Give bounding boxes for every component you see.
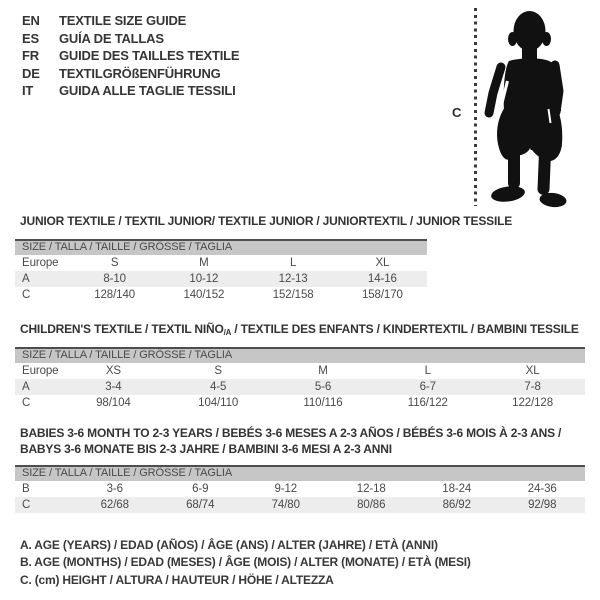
table-row xyxy=(15,255,427,271)
size-cell: 3-4 xyxy=(105,381,122,393)
section-title-text: CHILDREN'S TEXTILE / TEXTIL NIÑO xyxy=(20,322,224,336)
size-cell: 152/158 xyxy=(272,289,314,301)
size-header-bar: SIZE / TALLA / TAILLE / GRÖSSE / TAGLIA xyxy=(15,347,585,363)
size-cell: 5-6 xyxy=(314,381,332,393)
size-cell: 104/110 xyxy=(198,397,239,409)
size-cell: 3-6 xyxy=(106,483,123,495)
section-title-line: BABIES 3-6 MONTH TO 2-3 YEARS / BEBÉS 3-6 MESES A 2-3 AÑOS / BÉBÉS 3-6 MOIS À 2-3 ANS / xyxy=(20,426,562,440)
size-cell: 14-16 xyxy=(367,273,397,285)
section-title-junior: JUNIOR TEXTILE / TEXTIL JUNIOR/ TEXTILE JUNIOR / JUNIORTEXTIL / JUNIOR TESSILE xyxy=(20,214,513,228)
size-cell: 24-36 xyxy=(527,483,557,495)
row-label: Europe xyxy=(22,257,59,269)
size-cell: 4-5 xyxy=(210,381,227,393)
size-cell: 18-24 xyxy=(442,483,472,495)
table-row xyxy=(15,379,585,395)
size-cell: 12-13 xyxy=(278,273,308,285)
legend-line-c: C. (cm) HEIGHT / ALTURA / HAUTEUR / HÖHE / ALTEZZA xyxy=(20,572,334,587)
legend-line-b: B. AGE (MONTHS) / EDAD (MESES) / ÂGE (MOIS) / ALTER (MONATE) / ETÀ (MESI) xyxy=(20,555,471,570)
size-cell: L xyxy=(289,257,297,269)
language-row-de xyxy=(22,65,239,83)
size-cell: 9-12 xyxy=(274,483,298,495)
size-cell: 86/92 xyxy=(442,499,471,511)
language-title: GUÍA DE TALLAS xyxy=(59,30,164,46)
size-cell: 110/116 xyxy=(303,397,343,409)
language-title: TEXTILGRÖßENFÜHRUNG xyxy=(59,65,221,81)
size-cell: XL xyxy=(375,257,390,269)
row-label: Europe xyxy=(22,365,59,377)
language-title: GUIDE DES TAILLES TEXTILE xyxy=(59,48,240,63)
section-title-children xyxy=(20,322,579,337)
row-label: C xyxy=(22,499,31,511)
language-code: IT xyxy=(22,83,34,98)
size-cell: 116/122 xyxy=(407,397,448,409)
size-cell: 158/170 xyxy=(361,289,403,301)
size-cell: 80/86 xyxy=(357,499,386,511)
table-row xyxy=(15,363,585,379)
language-title: TEXTILE SIZE GUIDE xyxy=(59,13,187,28)
size-cell: 8-10 xyxy=(103,273,126,285)
table-row xyxy=(15,481,585,497)
size-cell: 98/104 xyxy=(96,397,131,409)
size-cell: 68/74 xyxy=(186,499,215,511)
size-cell: S xyxy=(214,365,222,377)
language-title: GUIDA ALLE TAGLIE TESSILI xyxy=(59,83,236,98)
section-title-line: BABYS 3-6 MONATE BIS 2-3 JAHRE / BAMBINI 3-6 MESI A 2-3 ANNI xyxy=(20,441,392,456)
row-label: C xyxy=(22,397,31,409)
language-row-en xyxy=(22,12,239,30)
size-cell: 122/128 xyxy=(512,397,554,409)
size-cell: S xyxy=(110,257,119,269)
section-title-subscript: /A xyxy=(223,328,232,337)
junior-size-table xyxy=(15,239,427,303)
size-cell: XS xyxy=(105,365,121,377)
size-cell: 12-18 xyxy=(356,483,386,495)
language-code: DE xyxy=(22,65,40,81)
table-row xyxy=(15,287,427,303)
size-cell: 74/80 xyxy=(271,499,300,511)
toddler-silhouette-icon xyxy=(483,9,573,209)
babies-size-table xyxy=(15,465,585,513)
row-label: A xyxy=(22,273,30,285)
section-title-babies xyxy=(20,426,561,457)
size-cell: 6-9 xyxy=(192,483,209,495)
language-row-it xyxy=(22,82,239,100)
section-title-text: / TEXTILE DES ENFANTS / KINDERTEXTIL / BAMBINI TESSILE xyxy=(231,322,579,336)
language-row-es xyxy=(22,30,239,48)
children-size-table xyxy=(15,347,585,411)
legend-line-a: A. AGE (YEARS) / EDAD (AÑOS) / ÂGE (ANS) / ALTER (JAHRE) / ETÀ (ANNI) xyxy=(20,538,438,552)
size-cell: 140/152 xyxy=(183,289,225,301)
language-code: FR xyxy=(22,48,39,63)
size-cell: 92/98 xyxy=(528,499,557,511)
language-list xyxy=(22,12,239,100)
size-cell: 6-7 xyxy=(419,381,436,393)
height-measure-label: C xyxy=(452,105,462,120)
size-cell: 62/68 xyxy=(100,499,129,511)
table-row xyxy=(15,395,585,411)
size-cell: M xyxy=(318,365,328,377)
size-cell: 128/140 xyxy=(94,289,136,301)
size-cell: M xyxy=(199,257,209,269)
row-label: C xyxy=(22,289,31,301)
size-cell: 10-12 xyxy=(189,273,219,285)
size-cell: 7-8 xyxy=(524,381,541,393)
size-header-bar: SIZE / TALLA / TAILLE / GRÖSSE / TAGLIA xyxy=(15,239,427,255)
size-header-bar: SIZE / TALLA / TAILLE / GRÖSSE / TAGLIA xyxy=(15,465,585,481)
language-code: EN xyxy=(22,13,40,28)
table-row xyxy=(15,497,585,513)
row-label: B xyxy=(22,483,30,495)
height-dashed-line xyxy=(474,8,477,206)
size-cell: L xyxy=(424,365,431,377)
size-cell: XL xyxy=(525,365,540,377)
language-code: ES xyxy=(22,30,39,46)
language-row-fr xyxy=(22,47,239,65)
table-row xyxy=(15,271,427,287)
row-label: A xyxy=(22,381,30,393)
measurement-legend xyxy=(20,537,471,589)
